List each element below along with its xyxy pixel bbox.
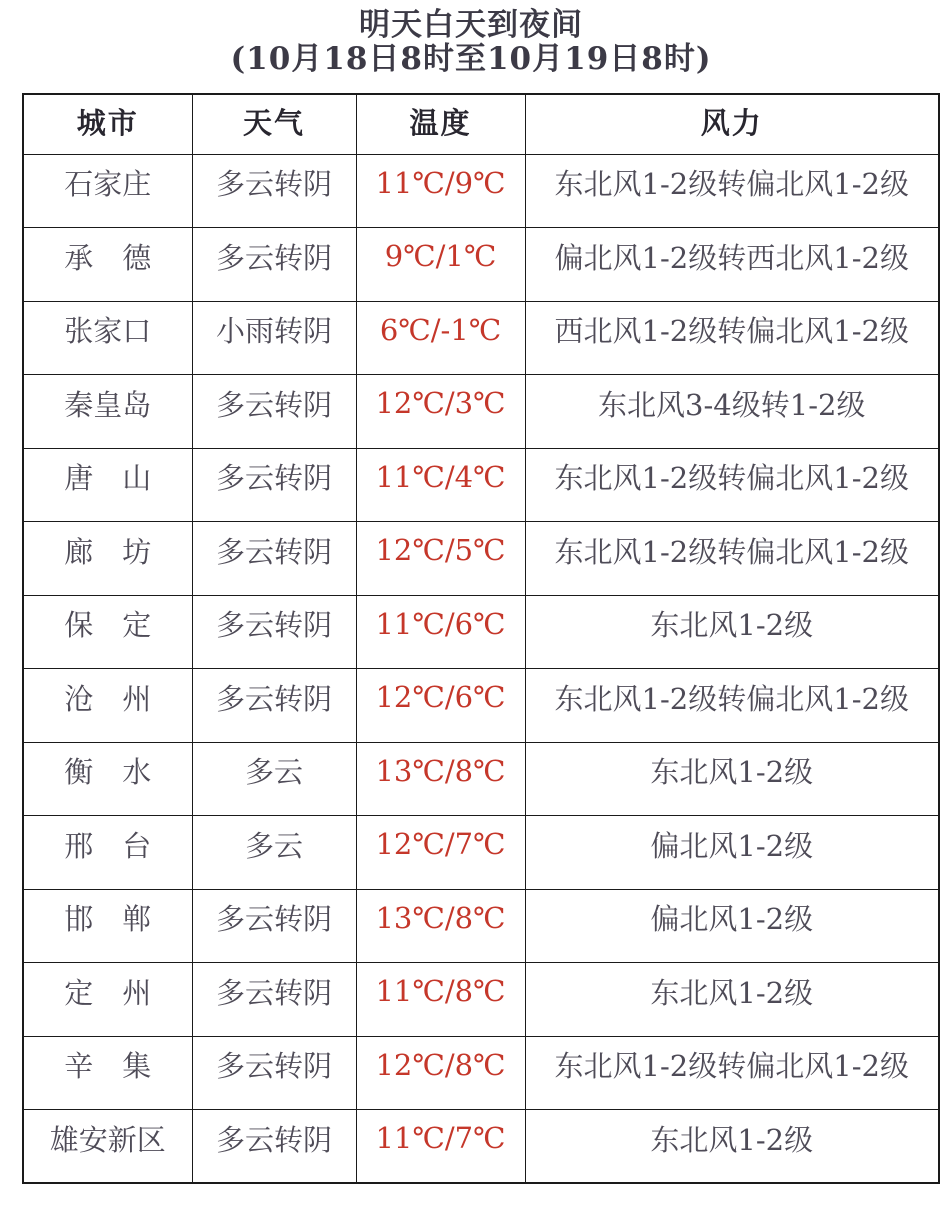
weather-cell: 多云转阴 [192, 1110, 356, 1184]
city-cell: 定 州 [23, 963, 192, 1037]
wind-cell: 东北风3-4级转1-2级 [525, 375, 939, 449]
table-row [23, 669, 939, 743]
table-row [23, 154, 939, 228]
wind-cell: 东北风1-2级 [525, 742, 939, 816]
wind-cell: 东北风1-2级 [525, 963, 939, 1037]
table-row [23, 816, 939, 890]
wind-cell: 东北风1-2级转偏北风1-2级 [525, 448, 939, 522]
wind-cell: 偏北风1-2级 [525, 816, 939, 890]
weather-cell: 多云转阴 [192, 228, 356, 302]
table-row [23, 1036, 939, 1110]
temperature-cell: 12℃/6℃ [356, 669, 525, 743]
table-row [23, 889, 939, 963]
weather-cell: 多云转阴 [192, 375, 356, 449]
temperature-cell: 11℃/6℃ [356, 595, 525, 669]
city-cell: 石家庄 [23, 154, 192, 228]
table-row [23, 228, 939, 302]
city-cell: 唐 山 [23, 448, 192, 522]
weather-cell: 小雨转阴 [192, 301, 356, 375]
title-line-1: 明天白天到夜间 [359, 7, 583, 43]
header-row [23, 94, 939, 154]
temperature-cell: 11℃/9℃ [356, 154, 525, 228]
forecast-table [22, 93, 940, 1184]
weather-cell: 多云转阴 [192, 522, 356, 596]
table-row [23, 522, 939, 596]
wind-cell: 偏北风1-2级转西北风1-2级 [525, 228, 939, 302]
temperature-cell: 11℃/7℃ [356, 1110, 525, 1184]
weather-cell: 多云 [192, 742, 356, 816]
weather-cell: 多云转阴 [192, 448, 356, 522]
column-header-wind: 风力 [525, 94, 939, 154]
column-header-temperature: 温度 [356, 94, 525, 154]
city-cell: 雄安新区 [23, 1110, 192, 1184]
wind-cell: 东北风1-2级转偏北风1-2级 [525, 522, 939, 596]
temperature-cell: 13℃/8℃ [356, 742, 525, 816]
temperature-cell: 11℃/4℃ [356, 448, 525, 522]
city-cell: 保 定 [23, 595, 192, 669]
temperature-cell: 12℃/7℃ [356, 816, 525, 890]
city-cell: 承 德 [23, 228, 192, 302]
table-row [23, 595, 939, 669]
weather-cell: 多云转阴 [192, 889, 356, 963]
city-cell: 邢 台 [23, 816, 192, 890]
wind-cell: 东北风1-2级转偏北风1-2级 [525, 154, 939, 228]
weather-cell: 多云转阴 [192, 669, 356, 743]
column-header-weather: 天气 [192, 94, 356, 154]
table-row [23, 1110, 939, 1184]
temperature-cell: 13℃/8℃ [356, 889, 525, 963]
city-cell: 廊 坊 [23, 522, 192, 596]
wind-cell: 东北风1-2级 [525, 595, 939, 669]
table-row [23, 375, 939, 449]
city-cell: 沧 州 [23, 669, 192, 743]
city-cell: 秦皇岛 [23, 375, 192, 449]
weather-cell: 多云转阴 [192, 963, 356, 1037]
temperature-cell: 11℃/8℃ [356, 963, 525, 1037]
weather-cell: 多云 [192, 816, 356, 890]
table-row [23, 963, 939, 1037]
wind-cell: 东北风1-2级 [525, 1110, 939, 1184]
page-title [0, 0, 942, 76]
temperature-cell: 12℃/8℃ [356, 1036, 525, 1110]
temperature-cell: 6℃/-1℃ [356, 301, 525, 375]
city-cell: 张家口 [23, 301, 192, 375]
temperature-cell: 9℃/1℃ [356, 228, 525, 302]
wind-cell: 东北风1-2级转偏北风1-2级 [525, 669, 939, 743]
weather-cell: 多云转阴 [192, 154, 356, 228]
table-row [23, 448, 939, 522]
city-cell: 邯 郸 [23, 889, 192, 963]
temperature-cell: 12℃/3℃ [356, 375, 525, 449]
wind-cell: 偏北风1-2级 [525, 889, 939, 963]
city-cell: 衡 水 [23, 742, 192, 816]
table-row [23, 301, 939, 375]
wind-cell: 东北风1-2级转偏北风1-2级 [525, 1036, 939, 1110]
wind-cell: 西北风1-2级转偏北风1-2级 [525, 301, 939, 375]
forecast-table-body [23, 154, 939, 1183]
column-header-city: 城市 [23, 94, 192, 154]
weather-cell: 多云转阴 [192, 1036, 356, 1110]
city-cell: 辛 集 [23, 1036, 192, 1110]
title-line-2: (10月18日8时至10月19日8时) [230, 41, 712, 77]
weather-cell: 多云转阴 [192, 595, 356, 669]
table-row [23, 742, 939, 816]
temperature-cell: 12℃/5℃ [356, 522, 525, 596]
